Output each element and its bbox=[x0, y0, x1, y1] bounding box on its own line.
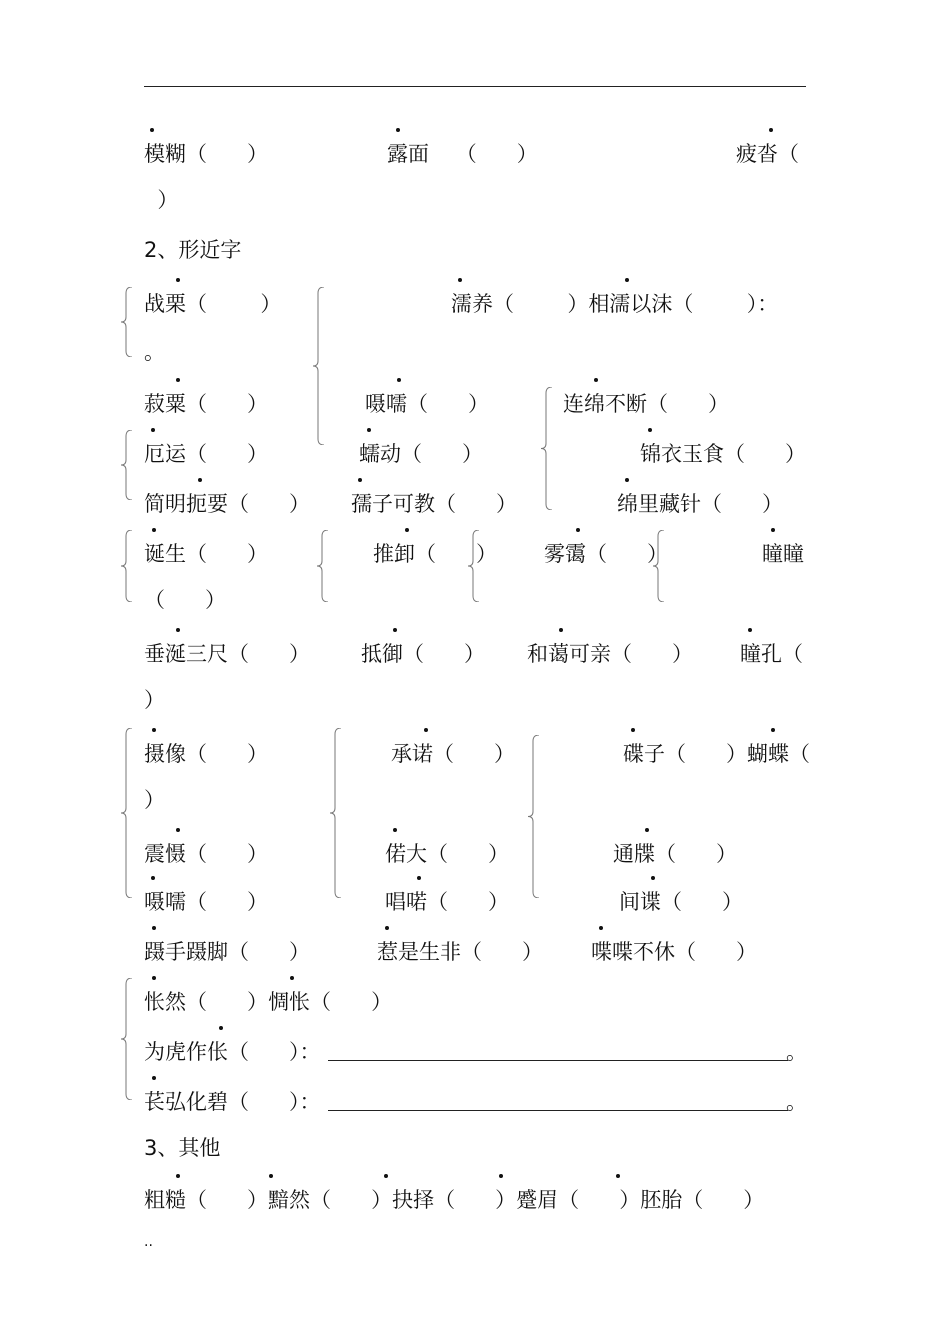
emphasis-dot bbox=[393, 628, 397, 632]
vocab-entry: 蠕动（ ） bbox=[359, 442, 484, 466]
emphasis-dot bbox=[176, 278, 180, 282]
vocab-entry: 间谍（ ） bbox=[619, 890, 744, 914]
emphasis-dot bbox=[771, 528, 775, 532]
emphasis-dot bbox=[290, 976, 294, 980]
vocab-entry: 疲沓（ bbox=[736, 142, 799, 166]
vocab-entry: ） bbox=[144, 188, 179, 212]
curly-bracket bbox=[312, 287, 328, 445]
vocab-entry: 嗫嚅（ ） bbox=[365, 392, 490, 416]
curly-bracket bbox=[120, 430, 136, 500]
emphasis-dot bbox=[219, 1026, 223, 1030]
emphasis-dot bbox=[397, 378, 401, 382]
answer-line[interactable] bbox=[328, 1110, 788, 1111]
emphasis-dot bbox=[151, 428, 155, 432]
emphasis-dot bbox=[150, 128, 154, 132]
emphasis-dot bbox=[424, 728, 428, 732]
emphasis-dot bbox=[631, 728, 635, 732]
emphasis-dot bbox=[198, 478, 202, 482]
emphasis-dot bbox=[594, 378, 598, 382]
emphasis-dot bbox=[648, 428, 652, 432]
vocab-entry: 通牒（ ） bbox=[613, 842, 738, 866]
curly-bracket bbox=[120, 978, 136, 1100]
vocab-entry: 2、形近字 bbox=[144, 238, 242, 262]
vocab-entry: 瞳瞳 bbox=[762, 542, 804, 566]
vocab-entry: 惹是生非（ ） bbox=[377, 940, 544, 964]
vocab-entry: 瞳孔（ bbox=[740, 642, 803, 666]
curly-bracket bbox=[316, 530, 332, 602]
curly-bracket bbox=[120, 530, 136, 602]
vocab-entry: ） bbox=[144, 688, 165, 712]
vocab-entry: 苌弘化碧（ ）： bbox=[144, 1090, 321, 1114]
vocab-entry: 濡养（ ）相濡以沫（ ）： bbox=[451, 292, 779, 316]
answer-line[interactable] bbox=[328, 1060, 788, 1061]
emphasis-dot bbox=[269, 1174, 273, 1178]
emphasis-dot bbox=[152, 528, 156, 532]
vocab-entry: 碟子（ ）蝴蝶（ bbox=[623, 742, 811, 766]
vocab-entry: 为虎作伥（ ）： bbox=[144, 1040, 321, 1064]
vocab-entry: 菽粟（ ） bbox=[144, 392, 269, 416]
vocab-entry: 连绵不断（ ） bbox=[563, 392, 730, 416]
period-mark: 。 bbox=[786, 1040, 807, 1064]
vocab-entry: 承诺（ ） bbox=[391, 742, 516, 766]
vocab-entry: 露面 （ ） bbox=[387, 142, 538, 166]
vocab-entry: 模糊（ ） bbox=[144, 142, 269, 166]
vocab-entry: 蹑手蹑脚（ ） bbox=[144, 940, 311, 964]
emphasis-dot bbox=[396, 128, 400, 132]
vocab-entry: 垂涎三尺（ ） bbox=[144, 642, 311, 666]
curly-bracket bbox=[329, 728, 345, 898]
emphasis-dot bbox=[152, 1076, 156, 1080]
curly-bracket bbox=[527, 735, 543, 898]
period-mark: 。 bbox=[786, 1090, 807, 1114]
curly-bracket bbox=[540, 387, 556, 510]
emphasis-dot bbox=[176, 378, 180, 382]
emphasis-dot bbox=[645, 828, 649, 832]
top-rule bbox=[144, 86, 806, 87]
curly-bracket bbox=[120, 728, 136, 898]
emphasis-dot bbox=[771, 728, 775, 732]
emphasis-dot bbox=[625, 278, 629, 282]
vocab-entry: 雾霭（ ） bbox=[544, 542, 669, 566]
emphasis-dot bbox=[384, 1174, 388, 1178]
emphasis-dot bbox=[405, 528, 409, 532]
emphasis-dot bbox=[152, 728, 156, 732]
footer-dots: .. bbox=[144, 1234, 153, 1250]
emphasis-dot bbox=[367, 428, 371, 432]
vocab-entry: 唱喏（ ） bbox=[385, 890, 510, 914]
vocab-entry: 抵御（ ） bbox=[361, 642, 486, 666]
emphasis-dot bbox=[559, 628, 563, 632]
vocab-entry: 厄运（ ） bbox=[144, 442, 269, 466]
vocab-entry: （ ） bbox=[144, 588, 227, 612]
emphasis-dot bbox=[616, 1174, 620, 1178]
emphasis-dot bbox=[176, 628, 180, 632]
vocab-entry: 摄像（ ） bbox=[144, 742, 269, 766]
vocab-entry: 诞生（ ） bbox=[144, 542, 269, 566]
vocab-entry: ） bbox=[144, 788, 165, 812]
vocab-entry: 怅然（ ）惆怅（ ） bbox=[144, 990, 393, 1014]
emphasis-dot bbox=[599, 926, 603, 930]
emphasis-dot bbox=[769, 128, 773, 132]
vocab-entry: 嗫嚅（ ） bbox=[144, 890, 269, 914]
emphasis-dot bbox=[151, 876, 155, 880]
vocab-entry: 震慑（ ） bbox=[144, 842, 269, 866]
vocab-entry: 推卸（ ） bbox=[373, 542, 498, 566]
vocab-entry: 和蔼可亲（ ） bbox=[527, 642, 694, 666]
vocab-entry: 锦衣玉食（ ） bbox=[640, 442, 807, 466]
emphasis-dot bbox=[385, 926, 389, 930]
vocab-entry: 战栗（ ） bbox=[144, 292, 282, 316]
emphasis-dot bbox=[417, 876, 421, 880]
vocab-entry: 绵里藏针（ ） bbox=[617, 492, 784, 516]
emphasis-dot bbox=[625, 478, 629, 482]
emphasis-dot bbox=[152, 976, 156, 980]
vocab-entry: 喋喋不休（ ） bbox=[591, 940, 758, 964]
vocab-entry: 偌大（ ） bbox=[385, 842, 510, 866]
vocab-entry: 。 bbox=[144, 340, 165, 364]
vocab-entry: 孺子可教（ ） bbox=[351, 492, 518, 516]
emphasis-dot bbox=[748, 628, 752, 632]
vocab-entry: 3、其他 bbox=[144, 1136, 221, 1160]
emphasis-dot bbox=[458, 278, 462, 282]
emphasis-dot bbox=[499, 1174, 503, 1178]
emphasis-dot bbox=[176, 1174, 180, 1178]
emphasis-dot bbox=[393, 828, 397, 832]
emphasis-dot bbox=[576, 528, 580, 532]
vocab-entry: 简明扼要（ ） bbox=[144, 492, 311, 516]
vocab-entry: 粗糙（ ）黯然（ ）抉择（ ）蹙眉（ ）胚胎（ ） bbox=[144, 1188, 765, 1212]
emphasis-dot bbox=[176, 828, 180, 832]
emphasis-dot bbox=[651, 876, 655, 880]
emphasis-dot bbox=[152, 926, 156, 930]
emphasis-dot bbox=[358, 478, 362, 482]
curly-bracket bbox=[120, 287, 136, 357]
